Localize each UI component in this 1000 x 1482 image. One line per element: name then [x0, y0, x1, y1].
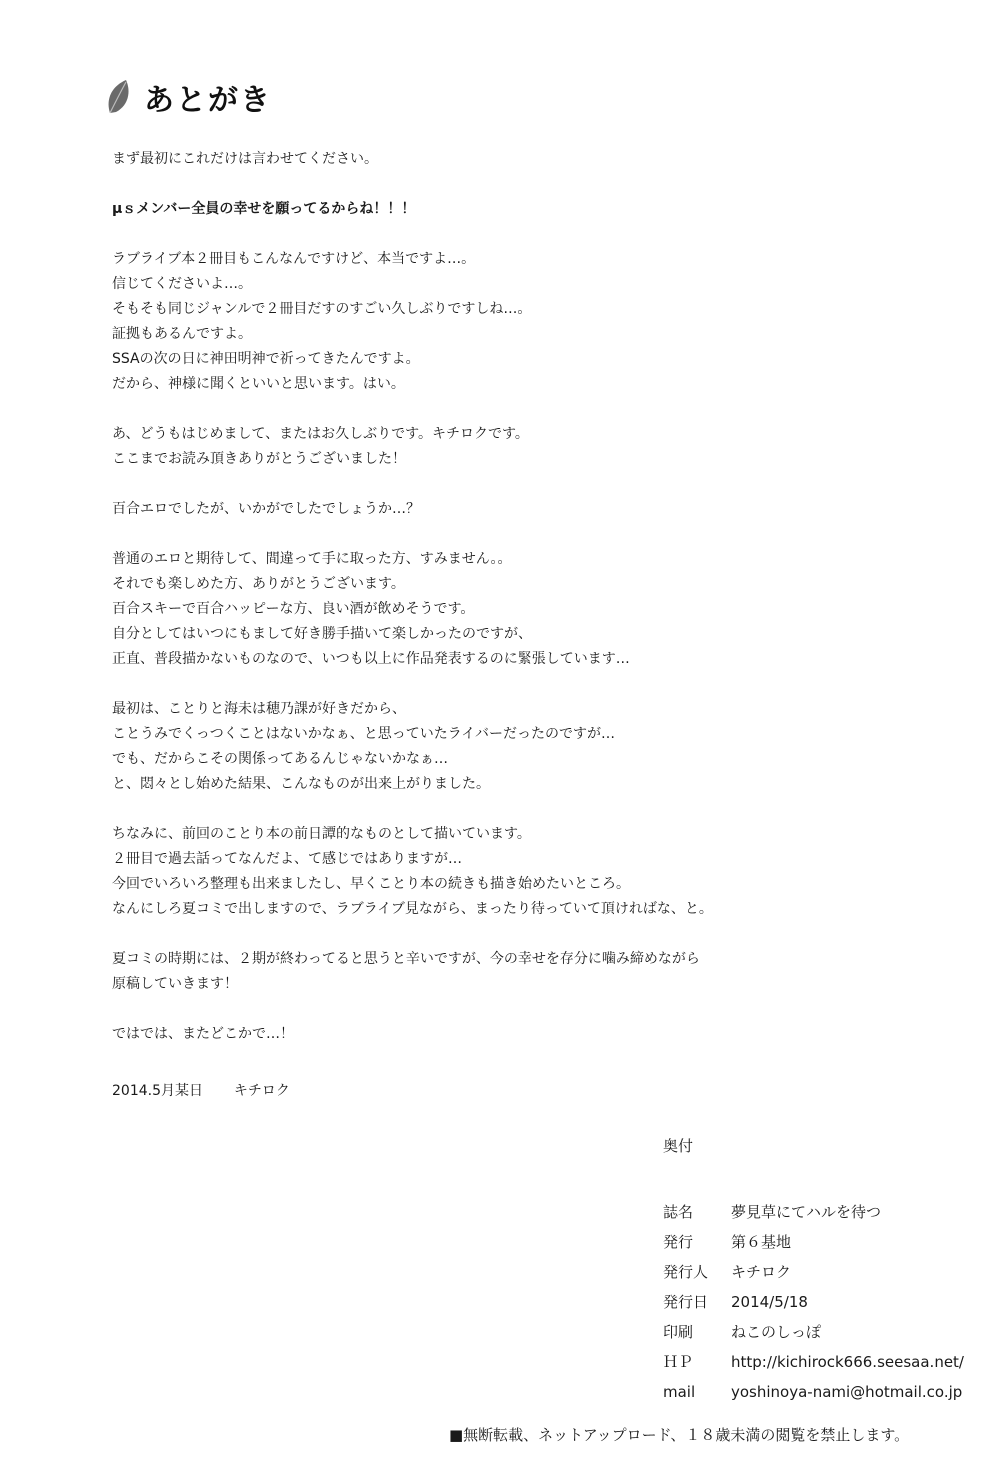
text-line: ２冊目で過去話ってなんだよ、て感じではありますが…: [112, 851, 462, 867]
leaf-icon: [104, 77, 134, 117]
afterword-heading: [104, 75, 272, 119]
text-line: SSAの次の日に神田明神で祈ってきたんですよ。: [112, 351, 420, 367]
paragraph: [112, 247, 972, 397]
text-line: それでも楽しめた方、ありがとうございます。: [112, 576, 405, 592]
colophon-value: 第６基地: [731, 1233, 792, 1251]
colophon-value: キチロク: [731, 1263, 792, 1281]
colophon-label: 発行日: [663, 1293, 709, 1311]
colophon-title: 奥付: [663, 1137, 694, 1155]
text-line: ここまでお読み頂きありがとうございました！: [112, 451, 406, 467]
colophon-label: 印刷: [663, 1323, 694, 1341]
signature-date: 2014.5月某日: [112, 1083, 203, 1099]
text-line: ではでは、またどこかで…！: [112, 1026, 294, 1042]
paragraph: [112, 822, 972, 922]
text-line: 証拠もあるんですよ。: [112, 326, 252, 342]
signature-line: [112, 1080, 290, 1102]
text-line: でも、だからこその関係ってあるんじゃないかなぁ…: [112, 751, 448, 767]
colophon: [663, 1135, 983, 1407]
text-line: μｓメンバー全員の幸せを願ってるからね！！！: [112, 201, 416, 217]
text-line: ラブライブ本２冊目もこんなんですけど、本当ですよ…。: [112, 251, 476, 267]
colophon-row-homepage: [663, 1347, 983, 1377]
colophon-label: mail: [663, 1383, 696, 1401]
colophon-value: ねこのしっぽ: [731, 1323, 822, 1341]
colophon-label: ＨＰ: [663, 1353, 694, 1371]
colophon-value: 2014/5/18: [731, 1293, 808, 1311]
colophon-value: http://kichirock666.seesaa.net/: [731, 1353, 964, 1371]
paragraph: [112, 422, 972, 472]
text-line: 普通のエロと期待して、間違って手に取った方、すみません。。: [112, 551, 512, 567]
colophon-value: yoshinoya-nami@hotmail.co.jp: [731, 1383, 963, 1401]
colophon-row-issuer: [663, 1257, 983, 1287]
text-line: 百合スキーで百合ハッピーな方、良い酒が飲めそうです。: [112, 601, 475, 617]
colophon-row-date: [663, 1287, 983, 1317]
text-line: まず最初にこれだけは言わせてください。: [112, 151, 378, 167]
copyright-notice: ■無断転載、ネットアップロード、１８歳未満の閲覧を禁止します。: [449, 1426, 910, 1444]
colophon-label: 発行人: [663, 1263, 709, 1281]
colophon-value: 夢見草にてハルを待つ: [731, 1203, 882, 1221]
paragraph: [112, 947, 972, 997]
paragraph: [112, 497, 972, 522]
text-line: 百合エロでしたが、いかがでしたでしょうか…？: [112, 501, 420, 517]
signature-author: キチロク: [233, 1083, 290, 1099]
paragraph: [112, 547, 972, 672]
colophon-row-mail: [663, 1377, 983, 1407]
text-line: そもそも同じジャンルで２冊目だすのすごい久しぶりですしね…。: [112, 301, 532, 317]
text-line: あ、どうもはじめまして、またはお久しぶりです。キチロクです。: [112, 426, 529, 442]
text-line: 夏コミの時期には、２期が終わってると思うと辛いですが、今の幸せを存分に噛み締めながら: [112, 951, 700, 967]
afterword-body: [112, 147, 972, 1072]
paragraph: [112, 147, 972, 172]
colophon-row-title: [663, 1197, 983, 1227]
paragraph: [112, 697, 972, 797]
text-line: 今回でいろいろ整理も出来ましたし、早くことり本の続きも描き始めたいところ。: [112, 876, 630, 892]
text-line: 自分としてはいつにもまして好き勝手描いて楽しかったのですが、: [112, 626, 532, 642]
text-line: だから、神様に聞くといいと思います。はい。: [112, 376, 405, 392]
text-line: 原稿していきます！: [112, 976, 238, 992]
text-line: 信じてくださいよ…。: [112, 276, 252, 292]
text-line: と、悶々とし始めた結果、こんなものが出来上がりました。: [112, 776, 490, 792]
text-line: ことうみでくっつくことはないかなぁ、と思っていたライバーだったのですが…: [112, 726, 616, 742]
colophon-row-publisher: [663, 1227, 983, 1257]
page-title: あとがき: [144, 83, 272, 118]
colophon-label: 発行: [663, 1233, 694, 1251]
paragraph: [112, 1022, 972, 1047]
text-line: 正直、普段描かないものなので、いつも以上に作品発表するのに緊張しています…: [112, 651, 630, 667]
text-line: 最初は、ことりと海未は穂乃課が好きだから、: [112, 701, 406, 717]
colophon-label: 誌名: [663, 1203, 694, 1221]
text-line: なんにしろ夏コミで出しますので、ラブライブ見ながら、まったり待っていて頂ければな、と。: [112, 901, 713, 917]
paragraph: [112, 197, 972, 222]
colophon-row-printer: [663, 1317, 983, 1347]
text-line: ちなみに、前回のことり本の前日譚的なものとして描いています。: [112, 826, 531, 842]
